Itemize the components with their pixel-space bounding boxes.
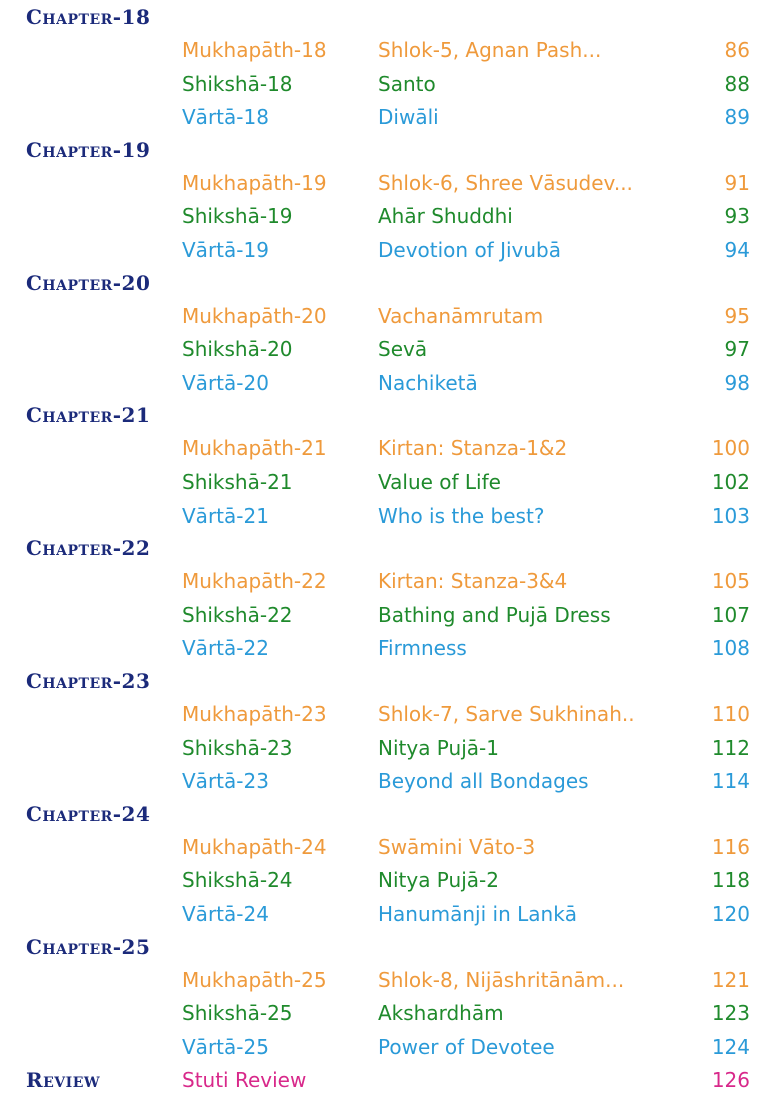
toc-entry-shiksha[interactable] xyxy=(0,200,780,232)
chapter-heading: Chapter-19 xyxy=(26,137,151,162)
entry-topic: Bathing and Pujā Dress xyxy=(378,602,611,627)
toc-entry-shiksha[interactable] xyxy=(0,68,780,100)
entry-label: Shikshā-25 xyxy=(182,1001,293,1026)
entry-topic: Hanumānji in Lankā xyxy=(378,902,578,926)
entry-topic: Shlok-8, Nijāshritānām... xyxy=(378,967,625,992)
entry-page-number: 103 xyxy=(711,503,750,528)
toc-entry-varta[interactable] xyxy=(0,101,780,133)
toc-entry-review[interactable] xyxy=(0,1064,780,1096)
entry-label: Vārtā-19 xyxy=(182,238,269,262)
entry-topic: Swāmini Vāto-3 xyxy=(378,834,536,859)
toc-entry-mukhapath[interactable] xyxy=(0,698,780,730)
entry-label: Mukhapāth-22 xyxy=(182,569,327,594)
entry-topic: Santo xyxy=(378,71,436,96)
toc-entry-varta[interactable] xyxy=(0,1031,780,1063)
entry-topic: Devotion of Jivubā xyxy=(378,238,561,262)
entry-label: Vārtā-21 xyxy=(182,503,269,528)
entry-page-number: 93 xyxy=(724,204,750,229)
entry-topic: Diwāli xyxy=(378,105,439,130)
entry-label: Shikshā-23 xyxy=(182,735,293,760)
entry-page-number: 94 xyxy=(724,238,750,262)
review-label: Stuti Review xyxy=(182,1068,307,1093)
entry-topic: Nachiketā xyxy=(378,370,478,395)
entry-label: Vārtā-18 xyxy=(182,105,269,130)
entry-topic: Kirtan: Stanza-3&4 xyxy=(378,569,568,594)
entry-label: Mukhapāth-19 xyxy=(182,170,327,195)
entry-topic: Beyond all Bondages xyxy=(378,769,589,794)
toc-entry-mukhapath[interactable] xyxy=(0,831,780,863)
entry-label: Mukhapāth-24 xyxy=(182,834,327,859)
entry-page-number: 107 xyxy=(711,602,750,627)
entry-page-number: 105 xyxy=(711,569,750,594)
chapter-heading: Chapter-22 xyxy=(26,536,151,561)
entry-label: Vārtā-22 xyxy=(182,636,269,661)
entry-topic: Ahār Shuddhi xyxy=(378,204,513,229)
entry-label: Vārtā-23 xyxy=(182,769,269,794)
entry-topic: Who is the best? xyxy=(378,503,545,528)
toc-entry-varta[interactable] xyxy=(0,367,780,399)
entry-topic: Nitya Pujā-1 xyxy=(378,735,499,760)
toc-entry-shiksha[interactable] xyxy=(0,732,780,764)
entry-page-number: 102 xyxy=(711,470,750,494)
toc-entry-mukhapath[interactable] xyxy=(0,34,780,66)
toc-entry-mukhapath[interactable] xyxy=(0,432,780,464)
toc-entry-varta[interactable] xyxy=(0,234,780,266)
review-page-number: 126 xyxy=(711,1068,750,1093)
entry-label: Vārtā-25 xyxy=(182,1034,269,1059)
entry-topic: Nitya Pujā-2 xyxy=(378,868,499,893)
chapter-heading: Chapter-24 xyxy=(26,801,151,826)
toc-entry-mukhapath[interactable] xyxy=(0,167,780,199)
toc-entry-varta[interactable] xyxy=(0,765,780,797)
toc-entry-varta[interactable] xyxy=(0,632,780,664)
entry-page-number: 112 xyxy=(711,735,750,760)
entry-page-number: 91 xyxy=(724,170,750,195)
chapter-heading: Chapter-21 xyxy=(26,403,151,428)
entry-page-number: 108 xyxy=(711,636,750,661)
toc-entry-varta[interactable] xyxy=(0,898,780,930)
entry-topic: Shlok-6, Shree Vāsudev... xyxy=(378,170,633,195)
entry-page-number: 120 xyxy=(711,902,750,926)
entry-label: Mukhapāth-25 xyxy=(182,967,327,992)
toc-entry-shiksha[interactable] xyxy=(0,599,780,631)
entry-page-number: 95 xyxy=(724,303,750,328)
entry-label: Shikshā-19 xyxy=(182,204,293,229)
entry-label: Vārtā-24 xyxy=(182,902,269,926)
entry-topic: Akshardhām xyxy=(378,1001,504,1026)
entry-topic: Value of Life xyxy=(378,470,501,494)
entry-label: Shikshā-20 xyxy=(182,337,293,362)
entry-label: Shikshā-24 xyxy=(182,868,293,893)
entry-page-number: 116 xyxy=(711,834,750,859)
entry-label: Shikshā-22 xyxy=(182,602,293,627)
entry-page-number: 124 xyxy=(711,1034,750,1059)
entry-page-number: 89 xyxy=(724,105,750,130)
entry-label: Mukhapāth-18 xyxy=(182,38,327,62)
entry-page-number: 86 xyxy=(724,38,750,62)
entry-label: Shikshā-18 xyxy=(182,71,293,96)
entry-label: Mukhapāth-21 xyxy=(182,436,327,461)
entry-page-number: 118 xyxy=(711,868,750,893)
entry-label: Mukhapāth-20 xyxy=(182,303,327,328)
entry-topic: Shlok-7, Sarve Sukhinah.. xyxy=(378,702,635,726)
entry-page-number: 100 xyxy=(711,436,750,461)
chapter-heading: Chapter-18 xyxy=(26,5,151,29)
toc-entry-mukhapath[interactable] xyxy=(0,565,780,597)
entry-label: Vārtā-20 xyxy=(182,370,269,395)
toc-entry-mukhapath[interactable] xyxy=(0,964,780,996)
toc-entry-mukhapath[interactable] xyxy=(0,300,780,332)
chapter-heading: Chapter-23 xyxy=(26,669,151,693)
toc-entry-shiksha[interactable] xyxy=(0,466,780,498)
entry-topic: Sevā xyxy=(378,337,428,362)
entry-page-number: 98 xyxy=(724,370,750,395)
toc-entry-varta[interactable] xyxy=(0,500,780,532)
entry-page-number: 123 xyxy=(711,1001,750,1026)
entry-topic: Power of Devotee xyxy=(378,1034,555,1059)
entry-page-number: 114 xyxy=(711,769,750,794)
entry-page-number: 97 xyxy=(724,337,750,362)
toc-entry-shiksha[interactable] xyxy=(0,333,780,365)
chapter-heading: Chapter-20 xyxy=(26,270,151,295)
entry-topic: Firmness xyxy=(378,636,467,661)
entry-page-number: 110 xyxy=(711,702,750,726)
chapter-heading: Chapter-25 xyxy=(26,934,151,959)
entry-label: Shikshā-21 xyxy=(182,470,293,494)
review-heading: Review xyxy=(26,1068,101,1093)
toc-entry-shiksha[interactable] xyxy=(0,997,780,1029)
entry-topic: Kirtan: Stanza-1&2 xyxy=(378,436,568,461)
entry-topic: Shlok-5, Agnan Pash... xyxy=(378,38,602,62)
toc-entry-shiksha[interactable] xyxy=(0,864,780,896)
entry-label: Mukhapāth-23 xyxy=(182,702,327,726)
entry-topic: Vachanāmrutam xyxy=(378,303,544,328)
entry-page-number: 88 xyxy=(724,71,750,96)
entry-page-number: 121 xyxy=(711,967,750,992)
